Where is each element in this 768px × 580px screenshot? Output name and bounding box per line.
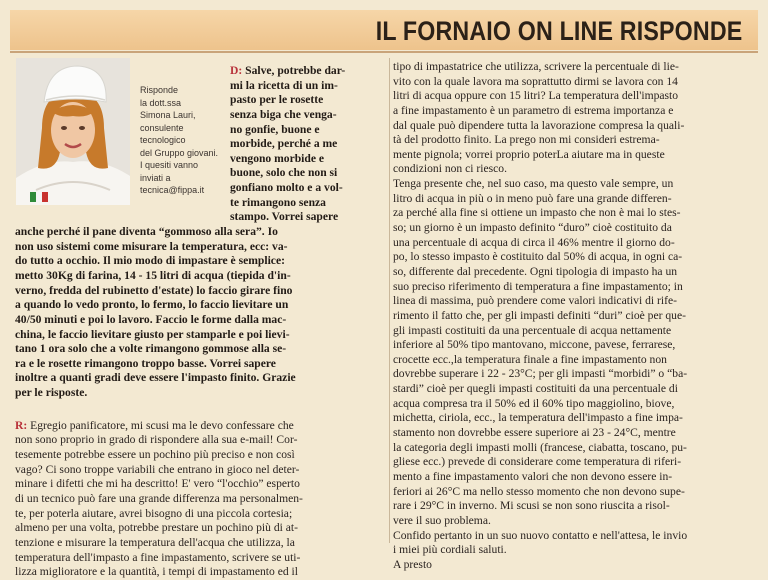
title-rule — [10, 51, 758, 53]
question-line: anche perché il pane diventa “gommoso alla sera”. Io — [15, 225, 278, 239]
answer-line: vito con la quale lavora ma soprattutto dirmi se lavora con 14 — [393, 74, 678, 88]
question-line: non uso sistemi come misurare la temperatura, ecc: va- — [15, 239, 288, 253]
answer-line: non sono proprio in grado di rispondere alla sua e-mail! Cor- — [15, 433, 298, 447]
answer-line: vago? Ci sono troppe variabili che entrano in gioco nel deter- — [15, 462, 300, 476]
answer-line: dovrebbe superare i 22 - 23°C; per gli impasti “morbidi” o “ba- — [393, 367, 688, 381]
question-line: verno, fredda del rubinetto d'estate) lo faccio girare fino — [15, 283, 293, 297]
answer-line: litri di acqua oppure con 15 litri? La temperatura dell'impasto — [393, 89, 679, 103]
answer-line: temperatura dell'impasto a fine impastamento, scrivere se uti- — [15, 550, 301, 564]
question-line: stampo. Vorrei sapere — [230, 210, 339, 224]
answer-line: tà del prodotto finito. La prego non mi consideri estrema- — [393, 133, 660, 147]
question-line: gonfiano molto e a vol- — [230, 181, 343, 195]
answer-line: minare i difetti che mi ha descritto! E' vero “l'occhio” esperto — [15, 477, 300, 491]
answer-line: Confido pertanto in un suo nuovo contatto e nell'attesa, le invio — [393, 528, 688, 542]
answer-line: stamento non dovrebbe essere superiore ai 23 - 24°C, mentre — [393, 426, 676, 440]
question-line: per le risposte. — [15, 386, 88, 400]
answer-first-text: Egregio panificatore, mi scusi ma le devo confessare che — [27, 418, 294, 432]
answer-line: stardi” cioè per quegli impasti costituiti da una percentuale di — [393, 382, 678, 396]
answer-line: A presto — [393, 557, 432, 571]
answer-line: di un tecnico può fare una grande differenza ma personalmen- — [15, 491, 303, 505]
answer-line: rimento il fatto che, per gli impasti definiti “duri” cioè per que- — [393, 308, 686, 322]
answer-line: una percentuale di acqua di circa il 46% mentre il giorno do- — [393, 235, 675, 249]
answer-marker: R: — [15, 418, 28, 432]
answer-line: acqua compresa tra il 50% ed il 60% tipo maggiolino, biove, — [393, 396, 675, 410]
answer-line: litro di acqua in più o in meno può fare una grande differen- — [393, 191, 672, 205]
answer-line: feriori ai 26°C ma nello stesso momento che non devono supe- — [393, 484, 685, 498]
question-line: inoltre a quanti gradi deve essere l'impasto finito. Grazie — [15, 371, 296, 385]
question-section — [15, 64, 387, 401]
answer-line: almeno per una volta, potrebbe prestare un pochino più di at- — [15, 521, 298, 535]
answer-line: so; un giorno è un impasto definito “duro” cioè costituito da — [393, 221, 672, 235]
answer-line: mente pignola; vorrei proprio poterLa aiutare ma in queste — [393, 147, 665, 161]
answer-line: vere il suo problema. — [393, 513, 491, 527]
answer-line: lizza miglioratore e la quantità, i tempi di impastamento ed il — [15, 565, 298, 579]
answer-line: la categoria degli impasti molli (francese, ciabatta, toscano, pu- — [393, 440, 687, 454]
answer-line: gliese ecc.) prevede di considerare come temperatura di riferi- — [393, 455, 682, 469]
answer-line: so, differente dal precedente. Ogni tipologia di impasto ha un — [393, 264, 678, 278]
question-line: 40/50 minuti e poi lo lavoro. Faccio le forme dalla mac- — [15, 312, 287, 326]
caption-line: tecnologico — [140, 135, 186, 145]
question-line: china, le faccio lievitare giusto per stamparle e poi lievi- — [15, 327, 290, 341]
question-line: a quando lo vedo pronto, lo fermo, lo faccio lievitare un — [15, 298, 289, 312]
answer-line: i miei più cordiali saluti. — [393, 543, 507, 557]
left-column — [15, 64, 387, 580]
question-line: do tutto a occhio. Il mio modo di impastare è semplice: — [15, 254, 285, 268]
caption-line: consulente — [140, 122, 184, 133]
answer-line: rare i 29°C in inverno. Mi scusi se non sono riuscita a risol- — [393, 499, 670, 513]
answer-line: condizioni non ci riesco. — [393, 162, 507, 176]
question-line — [15, 64, 387, 79]
answer-line: gli impasti costituiti da una percentuale di acqua nettamente — [393, 323, 672, 337]
caption-line: inviati a — [140, 172, 171, 183]
question-line: mi la ricetta di un im- — [230, 78, 338, 92]
question-line: senza biga che venga- — [230, 107, 337, 121]
page-title: IL FORNAIO ON LINE RISPONDE — [375, 16, 742, 46]
question-first-text: Salve, potrebbe dar- — [242, 64, 346, 77]
title-banner — [10, 10, 758, 50]
answer-line: tipo di impastatrice che utilizza, scrivere la percentuale di lie- — [393, 60, 679, 73]
answer-line — [15, 419, 387, 434]
caption-line: la dott.ssa — [140, 97, 182, 108]
question-line: tano 1 ora solo che a volte rimangono gommose alla se- — [15, 342, 287, 356]
caption-email-link[interactable]: tecnica@fippa.it — [140, 185, 205, 195]
question-line: pasto per le rosette — [230, 93, 324, 107]
answer-line: Tenga presente che, nel suo caso, ma questo vale sempre, un — [393, 177, 674, 191]
answer-line: po, lo stesso impasto è costituito dal 50% di acqua, in ogni ca- — [393, 250, 683, 264]
answer-line: dal quale può dipendere tutta la lavorazione compresa la quali- — [393, 118, 685, 132]
answer-line: crocette ecc.,la temperatura finale a fine impastamento non — [393, 352, 667, 366]
question-line: ra e le rosette rimangono troppo basse. Vorrei sapere — [15, 356, 276, 370]
answer-line: inferiore al 50% tipo mantovano, miccone, pavese, ferrarese, — [393, 338, 676, 352]
answer-line: linea di massima, può prendere come valori indicativi di rife- — [393, 294, 677, 308]
question-line: metto 30Kg di farina, 14 - 15 litri di acqua (tiepida d'in- — [15, 268, 291, 282]
question-line: te rimangono senza — [230, 195, 326, 209]
answer-line: a fine impastamento è un parametro di estrema importanza e — [393, 103, 674, 117]
caption-line: Simona Lauri, — [140, 110, 196, 120]
answer-line: suo preciso riferimento di temperatura a fine impastamento; in — [393, 279, 683, 293]
question-marker: D: — [230, 64, 243, 77]
right-column — [393, 60, 757, 572]
column-divider — [389, 58, 390, 543]
question-line: morbide, perché a me — [230, 137, 338, 151]
question-line: no gonfie, buone e — [230, 122, 320, 136]
caption-line: Risponde — [140, 85, 179, 95]
answer-line: mento a fine impastamento valori che non devono essere in- — [393, 469, 673, 483]
caption-line: del Gruppo giovani. — [140, 147, 219, 158]
answer-line: za perché alla fine si ottiene un impasto che non è mai lo stes- — [393, 206, 681, 220]
section-gap — [15, 401, 387, 419]
question-line: vengono morbide e — [230, 151, 325, 165]
answer-line: michetta, ciriola, ecc., la temperatura dell'impasto a fine impa- — [393, 411, 683, 425]
caption-line: I quesiti vanno — [140, 160, 199, 170]
answer-line: tenzione e misurare la temperatura dell'acqua che utilizza, la — [15, 535, 295, 549]
answer-line: tesemente potrebbe essere un pochino più preciso e non così — [15, 448, 295, 462]
question-line: buone, solo che non si — [230, 166, 338, 180]
answer-line: te, per poterla aiutare, avrei bisogno di una piccola cortesia; — [15, 506, 293, 520]
answer-section-left — [15, 419, 387, 580]
